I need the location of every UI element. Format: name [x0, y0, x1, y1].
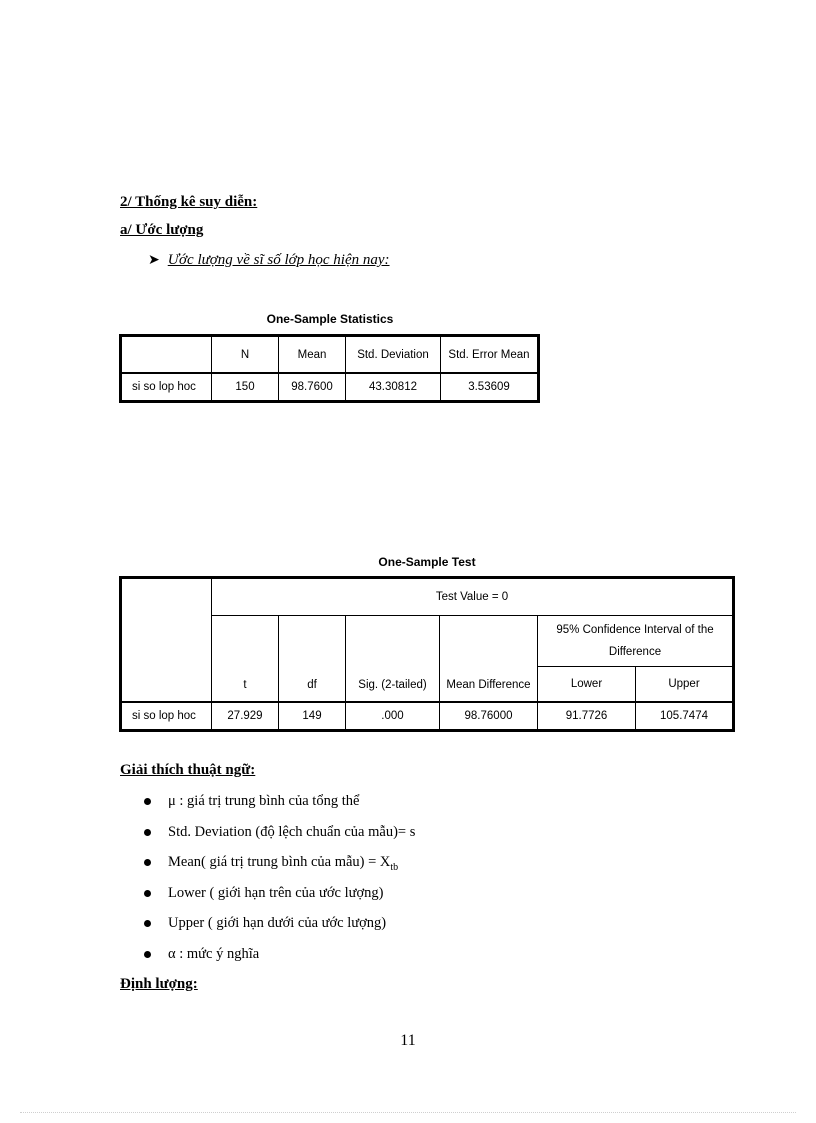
table2-title: One-Sample Test — [378, 555, 476, 569]
list-item: Lower ( giới hạn trên của ước lượng) — [120, 878, 415, 909]
section-heading: 2/ Thống kê suy diễn: — [120, 194, 258, 210]
table1-cell-std-deviation: 43.30812 — [346, 373, 441, 400]
table2-header-blank — [122, 579, 212, 702]
list-item: Mean( giá trị trung bình của mẫu) = $X_{tb}$ — [120, 847, 415, 878]
table2-cell-upper: 105.7474 — [636, 702, 733, 729]
table2-header-mean-difference: Mean Difference — [440, 615, 538, 702]
bullet-icon — [144, 859, 151, 866]
list-item: μ : giá trị trung bình của tổng thể — [120, 786, 415, 817]
table1-cell-mean: 98.7600 — [279, 373, 346, 400]
one-sample-statistics-table — [119, 334, 540, 403]
bullet-icon — [144, 920, 151, 927]
list-item: Std. Deviation (độ lệch chuẩn của mẫu)= s — [120, 817, 415, 848]
table2-cell-lower: 91.7726 — [538, 702, 636, 729]
table2-test-value: Test Value = 0 — [212, 579, 733, 615]
table1-header-std-deviation: Std. Deviation — [346, 337, 441, 373]
page-bottom-divider — [20, 1112, 796, 1113]
bullet-icon — [144, 951, 151, 958]
table2-cell-sig: .000 — [346, 702, 440, 729]
dinh-luong-heading: Định lượng: — [120, 976, 198, 992]
table2-header-upper: Upper — [636, 666, 733, 702]
table2-cell-mean-difference: 98.76000 — [440, 702, 538, 729]
bullet-icon — [144, 890, 151, 897]
arrow-bullet-icon: ➤ — [148, 253, 160, 268]
table2-header-df: df — [279, 615, 346, 702]
table2-ci-label: 95% Confidence Interval of the Difference — [538, 615, 733, 666]
list-item: α : mức ý nghĩa — [120, 939, 415, 970]
table2-cell-df: 149 — [279, 702, 346, 729]
table2-cell-t: 27.929 — [212, 702, 279, 729]
bullet-icon — [144, 829, 151, 836]
table2-row-label: si so lop hoc — [122, 702, 212, 729]
arrow-item — [148, 252, 390, 269]
bullet-icon — [144, 798, 151, 805]
table1-title: One-Sample Statistics — [266, 312, 394, 326]
table2-header-lower: Lower — [538, 666, 636, 702]
table1-header-n: N — [212, 337, 279, 373]
list-item: Upper ( giới hạn dưới của ước lượng) — [120, 908, 415, 939]
one-sample-test-table — [119, 576, 735, 732]
table1-cell-std-error-mean: 3.53609 — [441, 373, 538, 400]
glossary-list — [120, 786, 415, 969]
table1-cell-n: 150 — [212, 373, 279, 400]
mean-subscript: tb — [390, 861, 399, 873]
arrow-item-text: Ước lượng về sĩ số lớp học hiện nay: — [167, 252, 390, 268]
table1-row-label: si so lop hoc — [122, 373, 212, 400]
table2-header-t: t — [212, 615, 279, 702]
table1-header-mean: Mean — [279, 337, 346, 373]
table2-header-sig: Sig. (2-tailed) — [346, 615, 440, 702]
glossary-heading: Giải thích thuật ngữ: — [120, 762, 256, 778]
table1-header-std-error-mean: Std. Error Mean — [441, 337, 538, 373]
table1-header-blank — [122, 337, 212, 373]
sub-heading: a/ Ước lượng — [120, 222, 204, 238]
page-number: 11 — [400, 1032, 416, 1049]
